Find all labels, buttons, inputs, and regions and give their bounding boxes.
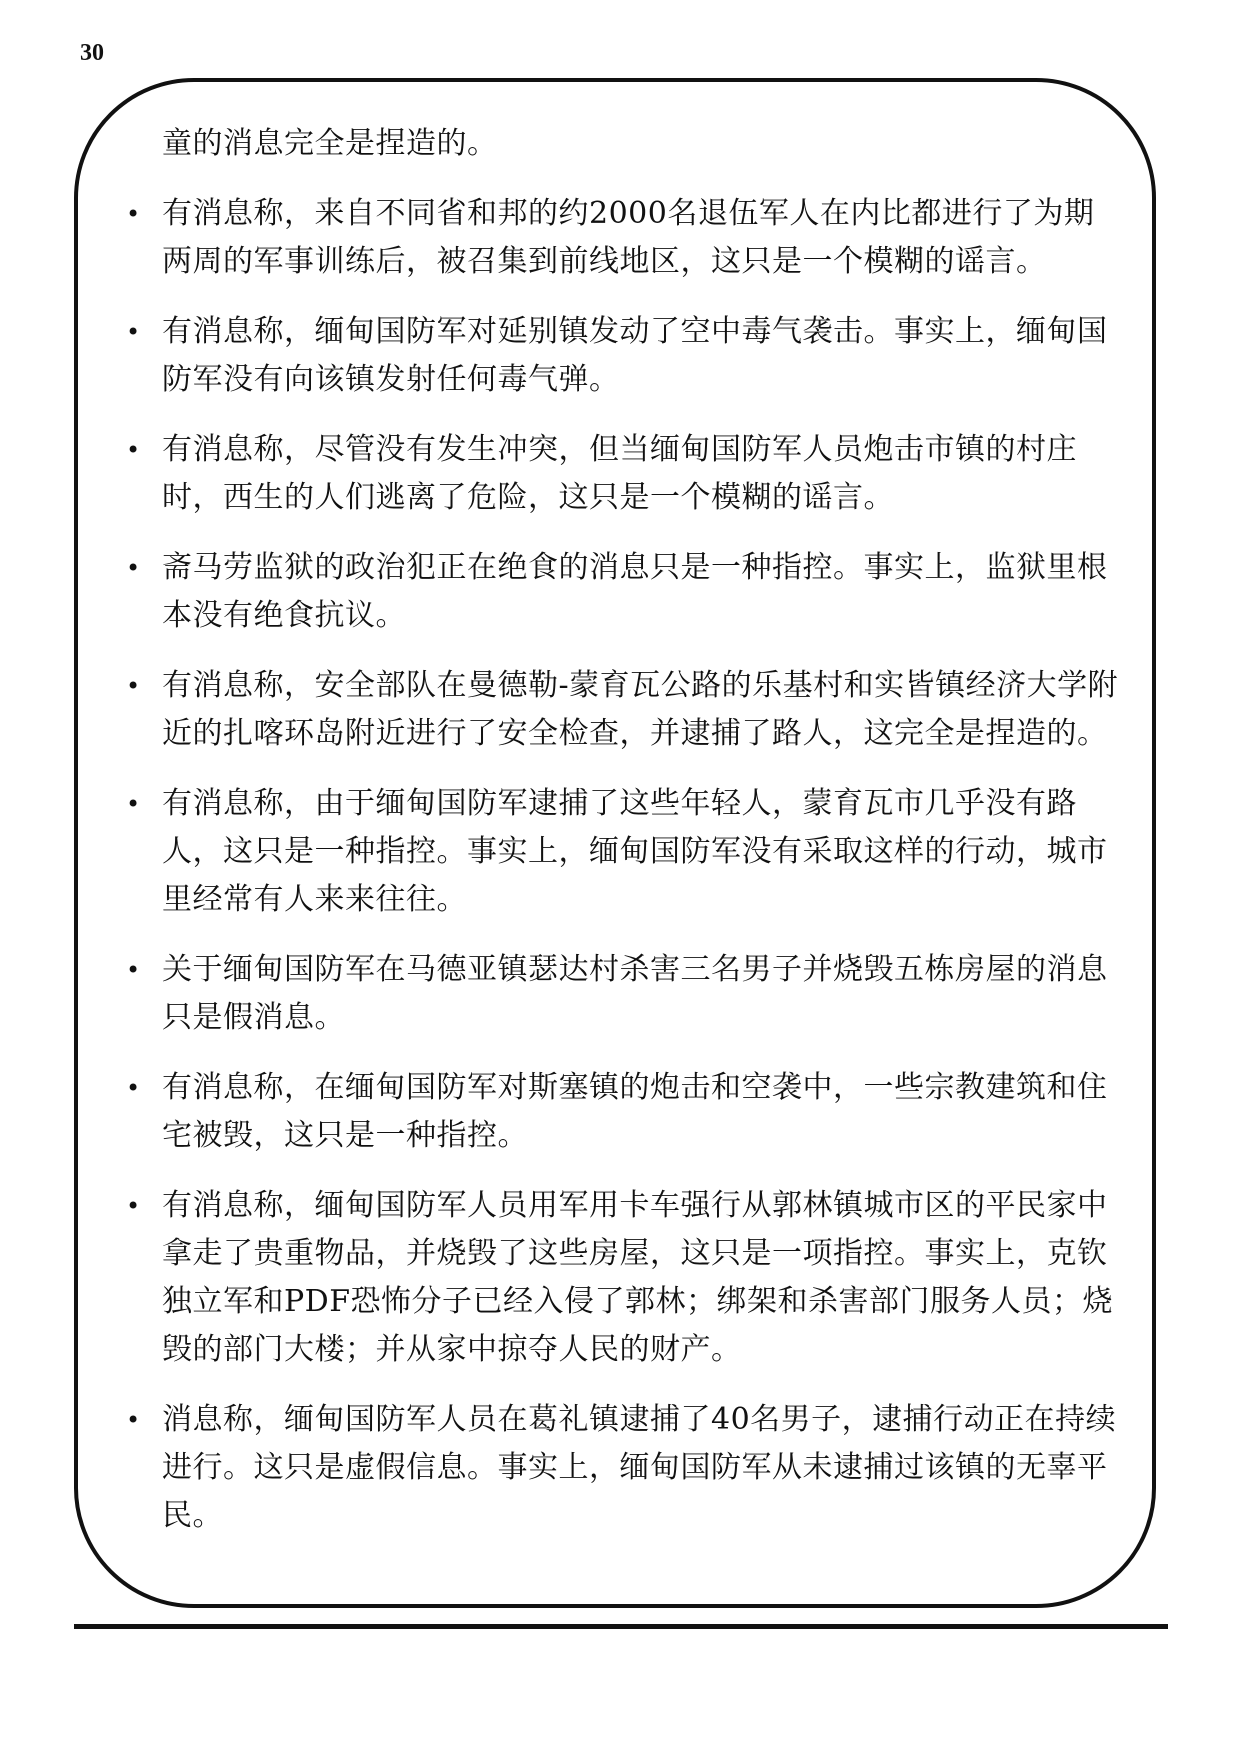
list-item [112,190,1124,286]
list-item [112,780,1124,924]
bullet-icon: • [126,554,141,582]
bullet-list [112,190,1124,1540]
frame-content [112,120,1124,1562]
list-item-text: 有消息称，来自不同省和邦的约2000名退伍军人在内比都进行了为期两周的军事训练后，被召集到前线地区，这只是一个模糊的谣言。 [162,196,1095,279]
list-item-text: 有消息称，在缅甸国防军对斯塞镇的炮击和空袭中，一些宗教建筑和住宅被毁，这只是一种指控。 [162,1070,1108,1153]
continued-text: 童的消息完全是捏造的。 [162,126,498,161]
bullet-icon: • [126,318,141,346]
page-number: 30 [80,40,104,66]
list-item-text: 消息称，缅甸国防军人员在葛礼镇逮捕了40名男子，逮捕行动正在持续进行。这只是虚假信息。事实上，缅甸国防军从未逮捕过该镇的无辜平民。 [162,1402,1117,1533]
list-item-text: 有消息称，由于缅甸国防军逮捕了这些年轻人，蒙育瓦市几乎没有路人，这只是一种指控。事实上，缅甸国防军没有采取这样的行动，城市里经常有人来来往往。 [162,786,1108,917]
bullet-icon: • [126,672,141,700]
bullet-icon: • [126,200,141,228]
bullet-icon: • [126,1192,141,1220]
list-item [112,1182,1124,1374]
list-item [112,1396,1124,1540]
list-item-text: 有消息称，缅甸国防军对延别镇发动了空中毒气袭击。事实上，缅甸国防军没有向该镇发射任何毒气弹。 [162,314,1108,397]
bullet-icon: • [126,790,141,818]
list-item-text: 有消息称，安全部队在曼德勒-蒙育瓦公路的乐基村和实皆镇经济大学附近的扎喀环岛附近进行了安全检查，并逮捕了路人，这完全是捏造的。 [162,668,1119,751]
footer-divider [74,1624,1168,1629]
list-item-text: 有消息称，尽管没有发生冲突，但当缅甸国防军人员炮击市镇的村庄时，西生的人们逃离了危险，这只是一个模糊的谣言。 [162,432,1077,515]
bullet-icon: • [126,436,141,464]
bullet-icon: • [126,1406,141,1434]
list-item [112,946,1124,1042]
list-item [112,308,1124,404]
bullet-icon: • [126,1074,141,1102]
list-item-text: 有消息称，缅甸国防军人员用军用卡车强行从郭林镇城市区的平民家中拿走了贵重物品，并烧毁了这些房屋，这只是一项指控。事实上，克钦独立军和PDF恐怖分子已经入侵了郭林；绑架和杀害部门服务人员；烧毁的部门大楼；并从家中掠夺人民的财产。 [162,1188,1114,1367]
list-item [112,1064,1124,1160]
bullet-icon: • [126,956,141,984]
list-item [112,662,1124,758]
list-item [112,544,1124,640]
list-item [112,426,1124,522]
list-item-text: 斋马劳监狱的政治犯正在绝食的消息只是一种指控。事实上，监狱里根本没有绝食抗议。 [162,550,1108,633]
list-item-text: 关于缅甸国防军在马德亚镇瑟达村杀害三名男子并烧毁五栋房屋的消息只是假消息。 [162,952,1108,1035]
